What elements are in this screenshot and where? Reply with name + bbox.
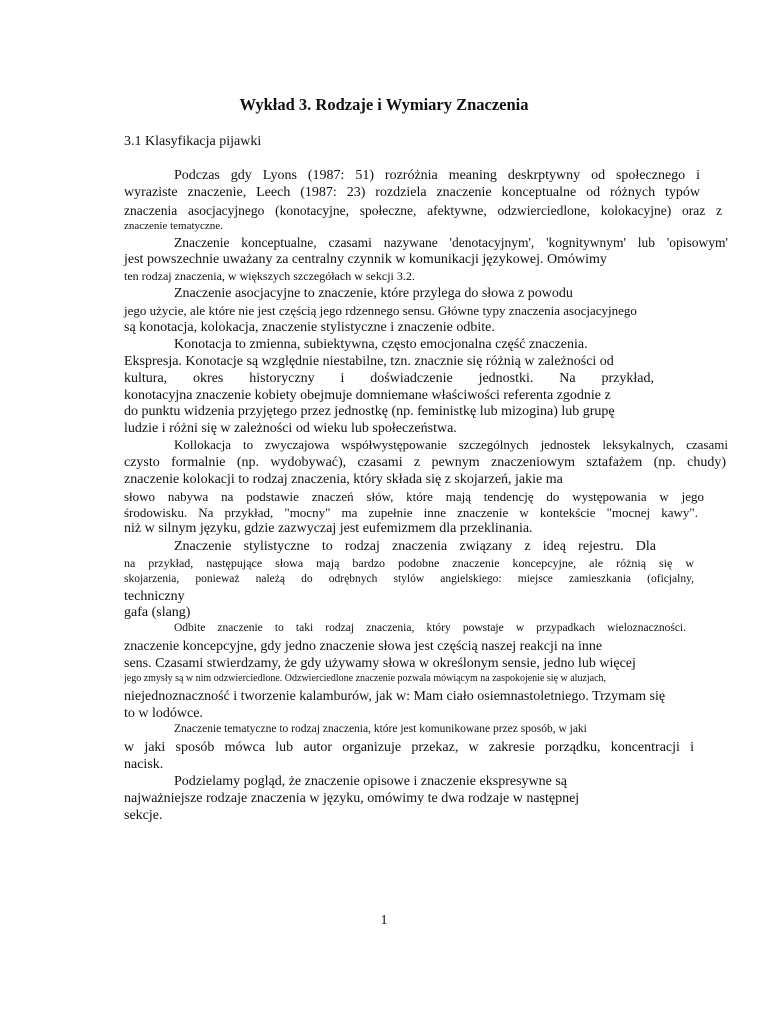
- text-line: Konotacja to zmienna, subiektywna, często emocjonalna część znaczenia.: [174, 337, 588, 352]
- text-line: niejednoznaczność i tworzenie kalamburów, jak w: Mam ciało osiemnastoletniego. Trzymam się: [124, 689, 666, 704]
- text-line: jest powszechnie uważany za centralny czynnik w komunikacji językowej. Omówimy: [124, 252, 607, 267]
- text-line: gafa (slang): [124, 605, 191, 620]
- text-line: Odbite znaczenie to taki rodzaj znaczenia, który powstaje w przypadkach wieloznaczności.: [174, 622, 686, 634]
- text-line: nacisk.: [124, 757, 164, 772]
- section-heading: 3.1 Klasyfikacja pijawki: [124, 134, 262, 149]
- text-line: jego zmysły są w nim odzwierciedlone. Odzwierciedlone znaczenie pozwala mówiącym na zaspokojenie się w aluzjach,: [124, 673, 607, 684]
- page-number: 1: [380, 913, 388, 928]
- text-line: wyraziste znaczenie, Leech (1987: 23) rozdziela znaczenie konceptualne od różnych typów: [124, 185, 700, 200]
- text-line: Ekspresja. Konotacje są względnie niestabilne, tzn. znacznie się różnią w zależności od: [124, 354, 614, 369]
- text-line: Znaczenie tematyczne to rodzaj znaczenia, które jest komunikowane przez sposób, w jaki: [174, 723, 587, 735]
- page-title: Wykład 3. Rodzaje i Wymiary Znaczenia: [239, 95, 529, 114]
- text-line: techniczny: [124, 589, 185, 604]
- text-line: sens. Czasami stwierdzamy, że gdy używamy słowa w określonym sensie, jedno lub więcej: [124, 656, 636, 671]
- text-line: słowo nabywa na podstawie znaczeń słów, które mają tendencję do występowania w jego: [124, 489, 704, 504]
- text-line: środowisku. Na przykład, "mocny" ma zupełnie inne znaczenie w kontekście "mocnej kawy".: [124, 505, 698, 520]
- text-line: sekcje.: [124, 808, 163, 823]
- text-line: najważniejsze rodzaje znaczenia w języku, omówimy te dwa rodzaje w następnej: [124, 791, 580, 806]
- text-line: Podzielamy pogląd, że znaczenie opisowe i znaczenie ekspresywne są: [174, 774, 567, 789]
- text-line: to w lodówce.: [124, 706, 203, 721]
- text-line: kultura, okres historyczny i doświadczenie jednostki. Na przykład,: [124, 371, 654, 386]
- text-line: znaczenie tematyczne.: [124, 220, 223, 232]
- text-line: ten rodzaj znaczenia, w większych szczegółach w sekcji 3.2.: [124, 269, 415, 283]
- text-line: konotacyjna znaczenie kobiety obejmuje domniemane właściwości referenta zgodnie z: [124, 388, 611, 403]
- text-line: Kollokacja to zwyczajowa współwystępowanie szczególnych jednostek leksykalnych, czasami: [174, 437, 728, 452]
- text-line: Znaczenie asocjacyjne to znaczenie, które przylega do słowa z powodu: [174, 286, 573, 301]
- text-line: do punktu widzenia przyjętego przez jednostkę (np. feministkę lub mizogina) lub grupę: [124, 404, 615, 419]
- text-line: niż w silnym języku, gdzie zazwyczaj jest eufemizmem dla przeklinania.: [124, 521, 533, 536]
- text-line: czysto formalnie (np. wydobywać), czasami z pewnym znaczeniowym sztafażem (np. chudy): [124, 455, 726, 470]
- text-line: skojarzenia, ponieważ należą do odrębnych stylów angielskiego: miejsce zamieszkania (oficjalny,: [124, 573, 694, 585]
- text-line: ludzie i różni się w zależności od wieku lub społeczeństwa.: [124, 421, 457, 436]
- text-line: znaczenie koncepcyjne, gdy jedno znaczenie słowa jest częścią naszej reakcji na inne: [124, 639, 603, 654]
- text-line: są konotacja, kolokacja, znaczenie stylistyczne i znaczenie odbite.: [124, 320, 495, 335]
- text-line: Znaczenie stylistyczne to rodzaj znaczenia związany z ideą rejestru. Dla: [174, 539, 656, 554]
- text-line: Podczas gdy Lyons (1987: 51) rozróżnia meaning deskrptywny od społecznego i: [174, 168, 700, 183]
- text-line: jego użycie, ale które nie jest częścią jego rdzennego sensu. Główne typy znaczenia asocjacyjnego: [124, 303, 637, 318]
- text-line: znaczenie kolokacji to rodzaj znaczenia, który składa się z skojarzeń, jakie ma: [124, 472, 563, 487]
- text-line: na przykład, następujące słowa mają bardzo podobne znaczenie koncepcyjne, ale różnią się w: [124, 556, 694, 570]
- text-line: Znaczenie konceptualne, czasami nazywane 'denotacyjnym', 'kognitywnym' lub 'opisowym': [174, 235, 728, 250]
- text-line: w jaki sposób mówca lub autor organizuje przekaz, w zakresie porządku, koncentracji i: [124, 740, 694, 755]
- text-line: znaczenia asocjacyjnego (konotacyjne, społeczne, afektywne, odzwierciedlone, kolokacyjne) oraz z: [124, 203, 722, 218]
